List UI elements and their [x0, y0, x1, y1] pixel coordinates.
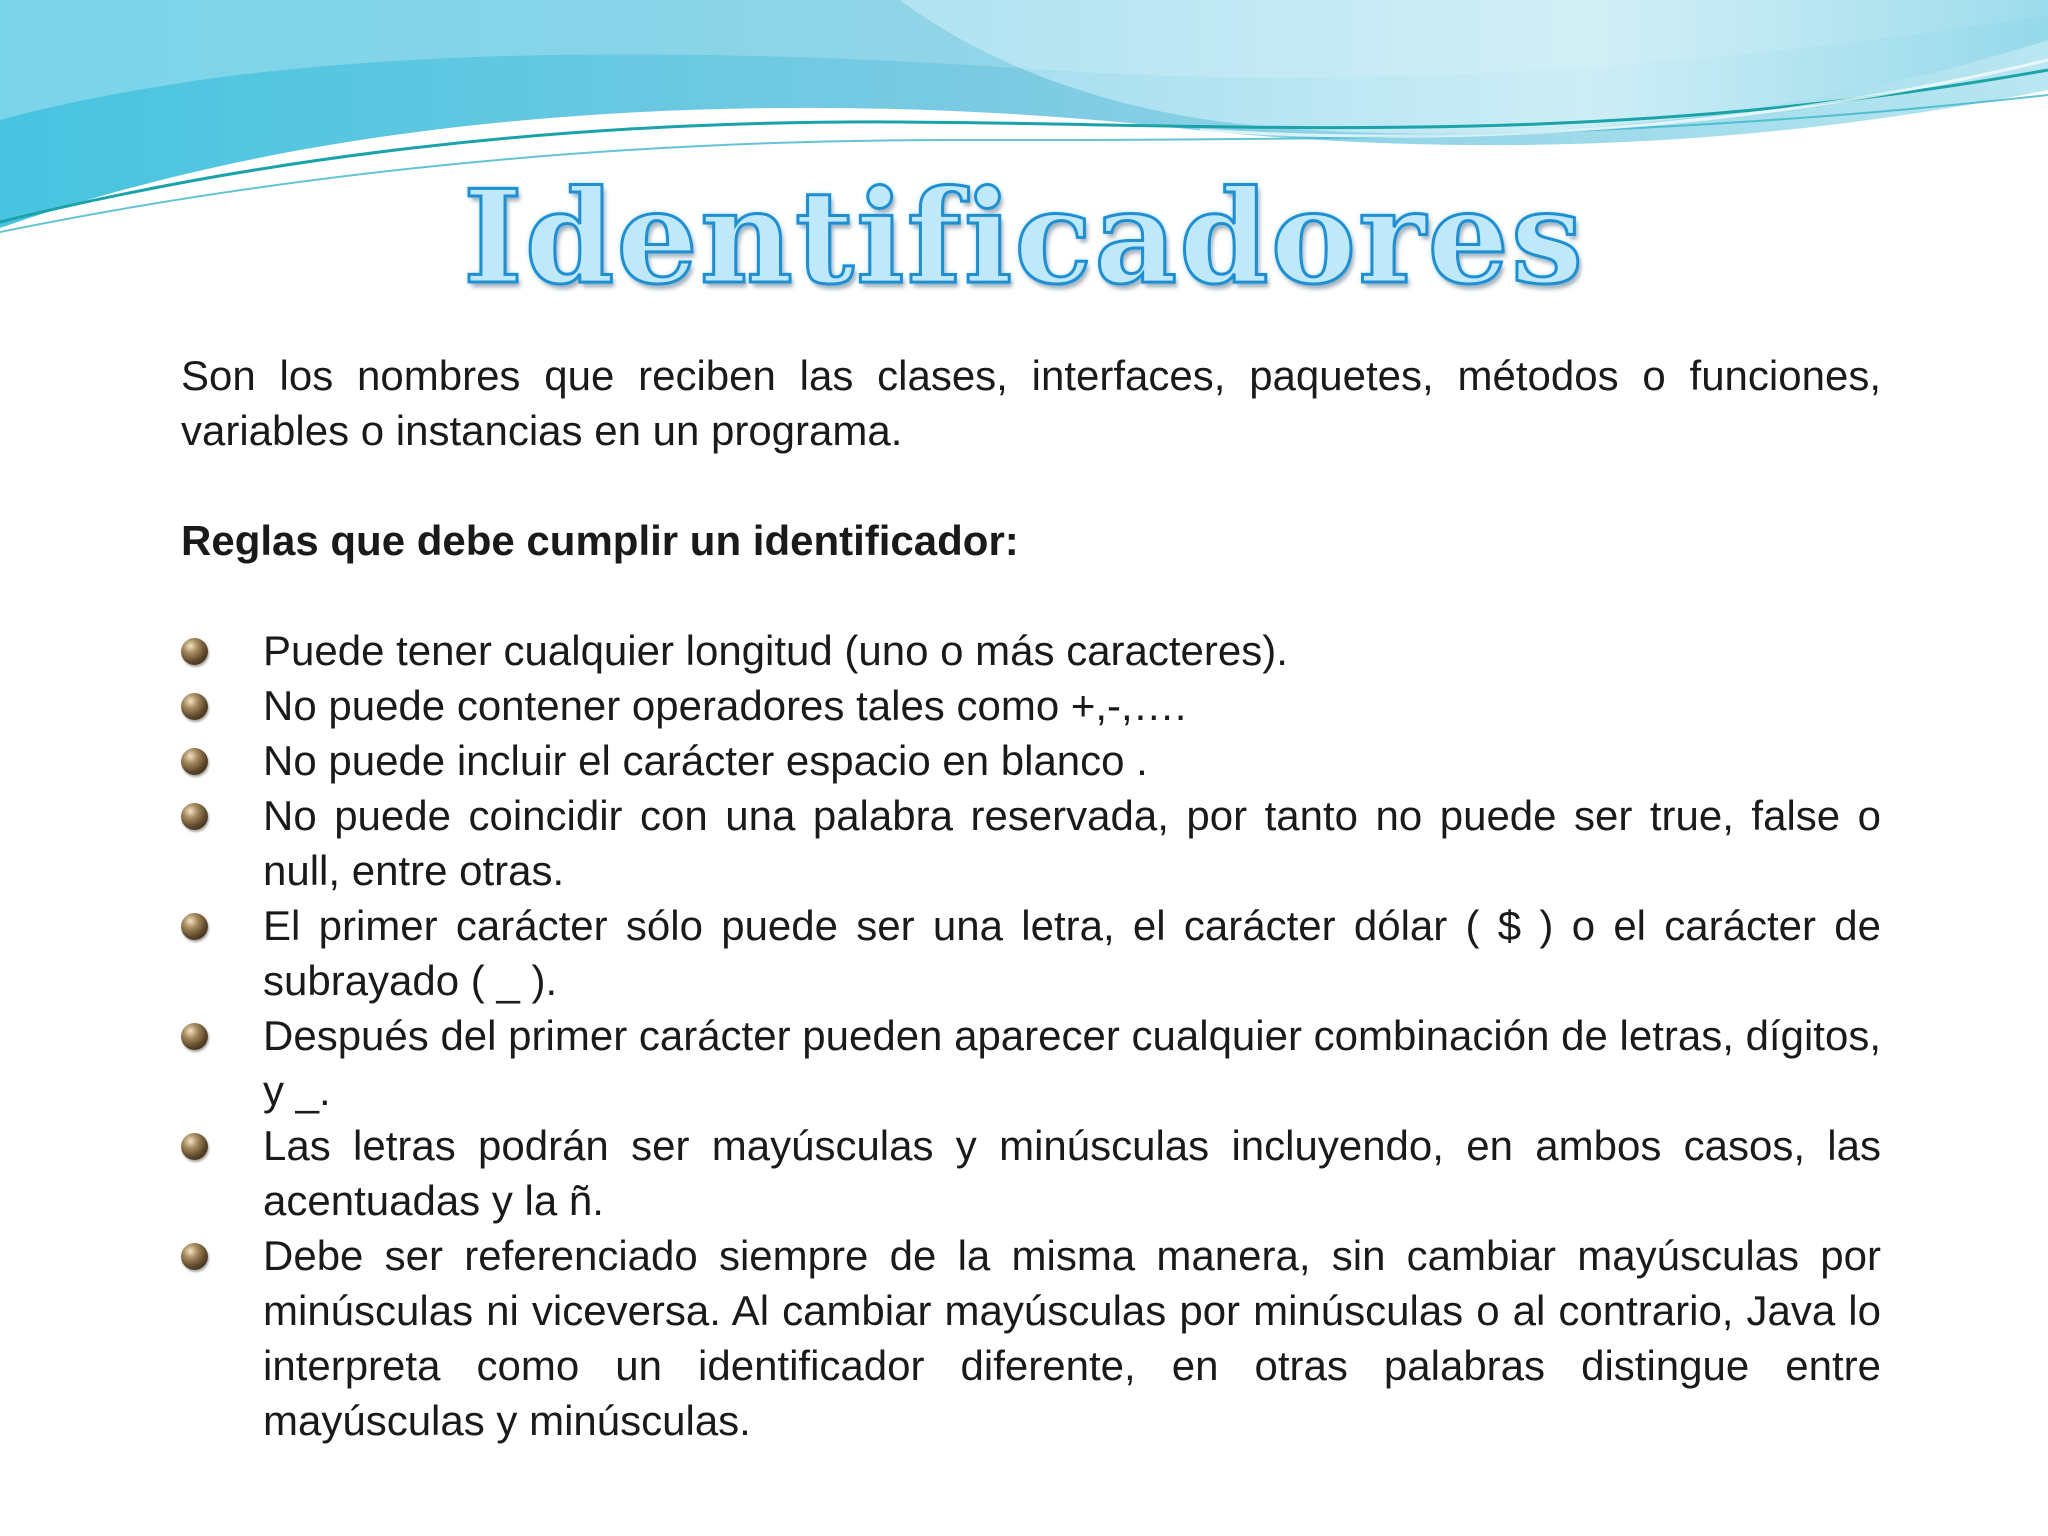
list-item — [181, 1118, 1881, 1228]
bullet-sphere-icon — [181, 1133, 208, 1160]
bullet-sphere-icon — [181, 1023, 208, 1050]
list-item-text: Después del primer carácter pueden aparecer cualquier combinación de letras, dígitos, y _. — [263, 1012, 1881, 1114]
list-item — [181, 898, 1881, 1008]
list-item — [181, 678, 1881, 733]
intro-paragraph: Son los nombres que reciben las clases, interfaces, paquetes, métodos o funciones, variables o instancias en un programa. — [181, 352, 1881, 454]
list-item-text: Debe ser referenciado siempre de la misma manera, sin cambiar mayúsculas por minúsculas ni viceversa. Al cambiar mayúsculas por minúsculas o al contrario, Java lo interpreta como un identificador diferente, en otras palabras distingue entre mayúsculas y minúsculas. — [263, 1232, 1881, 1444]
list-item-text: Las letras podrán ser mayúsculas y minúsculas incluyendo, en ambos casos, las acentuadas y la ñ. — [263, 1122, 1881, 1224]
bullet-sphere-icon — [181, 638, 208, 665]
bullet-sphere-icon — [181, 748, 208, 775]
slide-body — [181, 348, 1881, 1448]
list-item — [181, 733, 1881, 788]
list-item-text: El primer carácter sólo puede ser una letra, el carácter dólar ( $ ) o el carácter de subrayado ( _ ). — [263, 902, 1881, 1004]
rules-heading: Reglas que debe cumplir un identificador: — [181, 517, 1019, 564]
list-item-text: Puede tener cualquier longitud (uno o más caracteres). — [263, 627, 1288, 674]
list-item — [181, 1228, 1881, 1448]
list-item-text: No puede contener operadores tales como +,-,…. — [263, 682, 1187, 729]
list-item — [181, 788, 1881, 898]
bullet-sphere-icon — [181, 693, 208, 720]
slide-title: Identificadores — [463, 163, 1585, 313]
list-item — [181, 623, 1881, 678]
list-item-text: No puede coincidir con una palabra reservada, por tanto no puede ser true, false o null, entre otras. — [263, 792, 1881, 894]
rules-list — [181, 623, 1881, 1448]
bullet-sphere-icon — [181, 803, 208, 830]
list-item — [181, 1008, 1881, 1118]
bullet-sphere-icon — [181, 1243, 208, 1270]
bullet-sphere-icon — [181, 913, 208, 940]
list-item-text: No puede incluir el carácter espacio en blanco . — [263, 737, 1148, 784]
